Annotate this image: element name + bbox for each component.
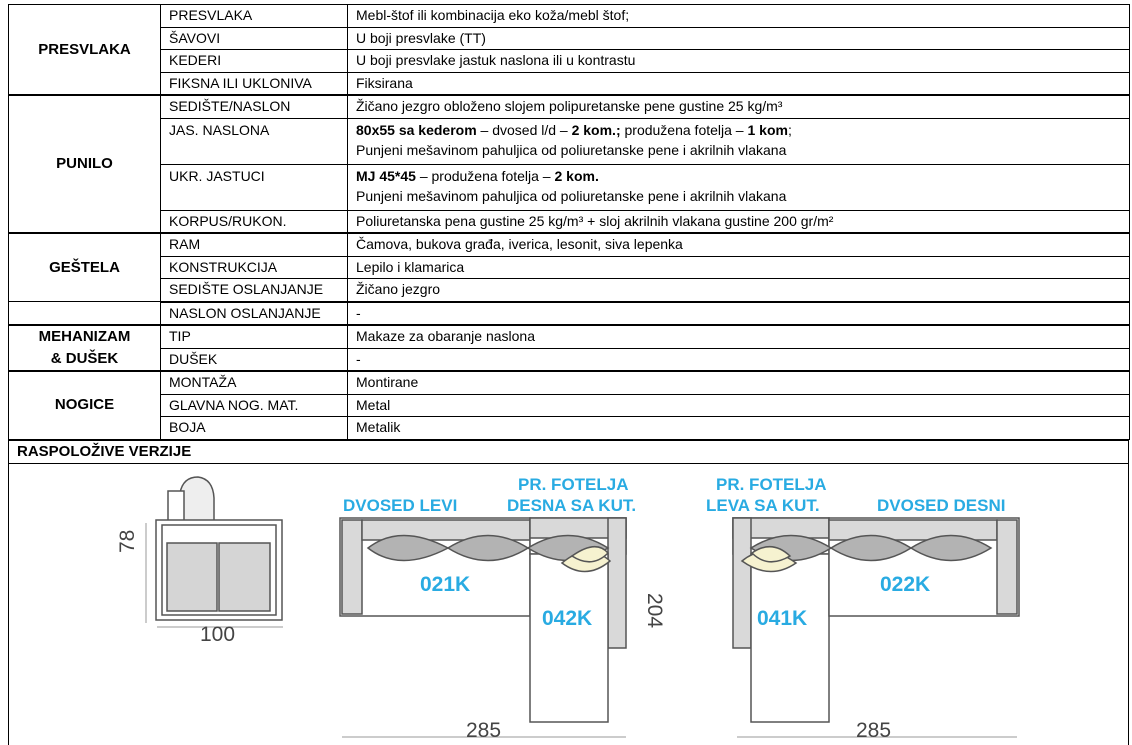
row-value: Metalik [348,417,1130,440]
group-punilo: PUNILO [9,95,161,233]
text: produžena fotelja – [620,121,748,138]
row-label: SEDIŠTE/NASLON [161,95,348,118]
left-depth-dim: 204 [643,593,666,629]
row-label: PRESVLAKA [161,5,348,28]
row-value: Poliuretanska pena gustine 25 kg/m³ + sloj akrilnih vlakana gustine 200 gr/m² [348,210,1130,233]
row-value [348,164,1130,210]
row-label: BOJA [161,417,348,440]
row-label: MONTAŽA [161,371,348,394]
row-label: KORPUS/RUKON. [161,210,348,233]
row-label: GLAVNA NOG. MAT. [161,394,348,417]
code-022k: 022K [880,573,931,596]
table-row [9,27,1130,50]
label-dvosed-levi: DVOSED LEVI [343,496,458,515]
row-value: Žičano jezgro [348,279,1130,302]
bold-text: 2 kom.; [571,121,621,138]
code-042k: 042K [542,607,593,630]
group-presvlaka: PRESVLAKA [9,5,161,96]
text: – dvosed l/d – [476,121,572,138]
row-value: Žičano jezgro obloženo slojem polipuretanske pene gustine 25 kg/m³ [348,95,1130,118]
table-row [9,348,1130,371]
row-value: Metal [348,394,1130,417]
table-row [9,371,1130,394]
empty-cell [9,302,161,326]
row-value: Makaze za obaranje naslona [348,325,1130,348]
table-row [9,256,1130,279]
table-row [9,164,1130,210]
table-row [9,233,1130,256]
row-value [348,118,1130,164]
row-label: NASLON OSLANJANJE [161,302,348,326]
versions-drawing [0,463,1132,745]
table-row [9,118,1130,164]
code-021k: 021K [420,573,471,596]
row-value: - [348,348,1130,371]
table-row [9,210,1130,233]
table-row [9,50,1130,73]
row-label: KONSTRUKCIJA [161,256,348,279]
side-profile-diagram [146,477,283,627]
spec-table [8,4,1130,440]
row-label: ŠAVOVI [161,27,348,50]
row-value: U boji presvlake jastuk naslona ili u kontrastu [348,50,1130,73]
left-width-dim: 285 [466,719,502,742]
side-height-dim: 78 [116,529,139,553]
right-width-dim: 285 [856,719,892,742]
row-label: DUŠEK [161,348,348,371]
row-value: Lepilo i klamarica [348,256,1130,279]
bold-text: 1 kom [747,121,788,138]
group-gestela: GEŠTELA [9,233,161,302]
row-label: RAM [161,233,348,256]
table-row [9,302,1130,326]
table-row [9,5,1130,28]
group-line: MEHANIZAM [38,328,131,345]
side-depth-dim: 100 [200,623,236,646]
row-value: - [348,302,1130,326]
row-value: Čamova, bukova građa, iverica, lesonit, siva lepenka [348,233,1130,256]
label-fotelja-desna-1: PR. FOTELJA [518,475,629,494]
row-value: Montirane [348,371,1130,394]
section-title: RASPOLOŽIVE VERZIJE [8,440,1129,464]
label-dvosed-desni: DVOSED DESNI [877,496,1006,515]
row-label: JAS. NASLONA [161,118,348,164]
group-line: & DUŠEK [50,350,119,367]
table-row [9,279,1130,302]
row-value-line2: Punjeni mešavinom pahuljica od poliuretanske pene i akrilnih vlakana [356,187,787,204]
label-fotelja-leva-2: LEVA SA KUT. [706,496,820,515]
bold-text: 2 kom. [554,167,599,184]
bold-text: 80x55 sa kederom [356,121,477,138]
group-mehanizam [9,325,161,371]
label-fotelja-leva-1: PR. FOTELJA [716,475,827,494]
row-label: TIP [161,325,348,348]
text: – produžena fotelja – [415,167,555,184]
row-label: FIKSNA ILI UKLONIVA [161,72,348,95]
row-value-line2: Punjeni mešavinom pahuljica od poliuretanske pene i akrilnih vlakana [356,141,787,158]
table-row [9,72,1130,95]
bold-text: MJ 45*45 [356,167,416,184]
table-row [9,394,1130,417]
table-row [9,325,1130,348]
table-row [9,95,1130,118]
label-fotelja-desna-2: DESNA SA KUT. [507,496,637,515]
row-label: SEDIŠTE OSLANJANJE [161,279,348,302]
row-label: UKR. JASTUCI [161,164,348,210]
code-041k: 041K [757,607,808,630]
row-value: Mebl-štof ili kombinacija eko koža/mebl štof; [348,5,1130,28]
group-nogice: NOGICE [9,371,161,439]
text: ; [787,121,792,138]
row-value: Fiksirana [348,72,1130,95]
row-label: KEDERI [161,50,348,73]
table-row [9,417,1130,440]
row-value: U boji presvlake (TT) [348,27,1130,50]
